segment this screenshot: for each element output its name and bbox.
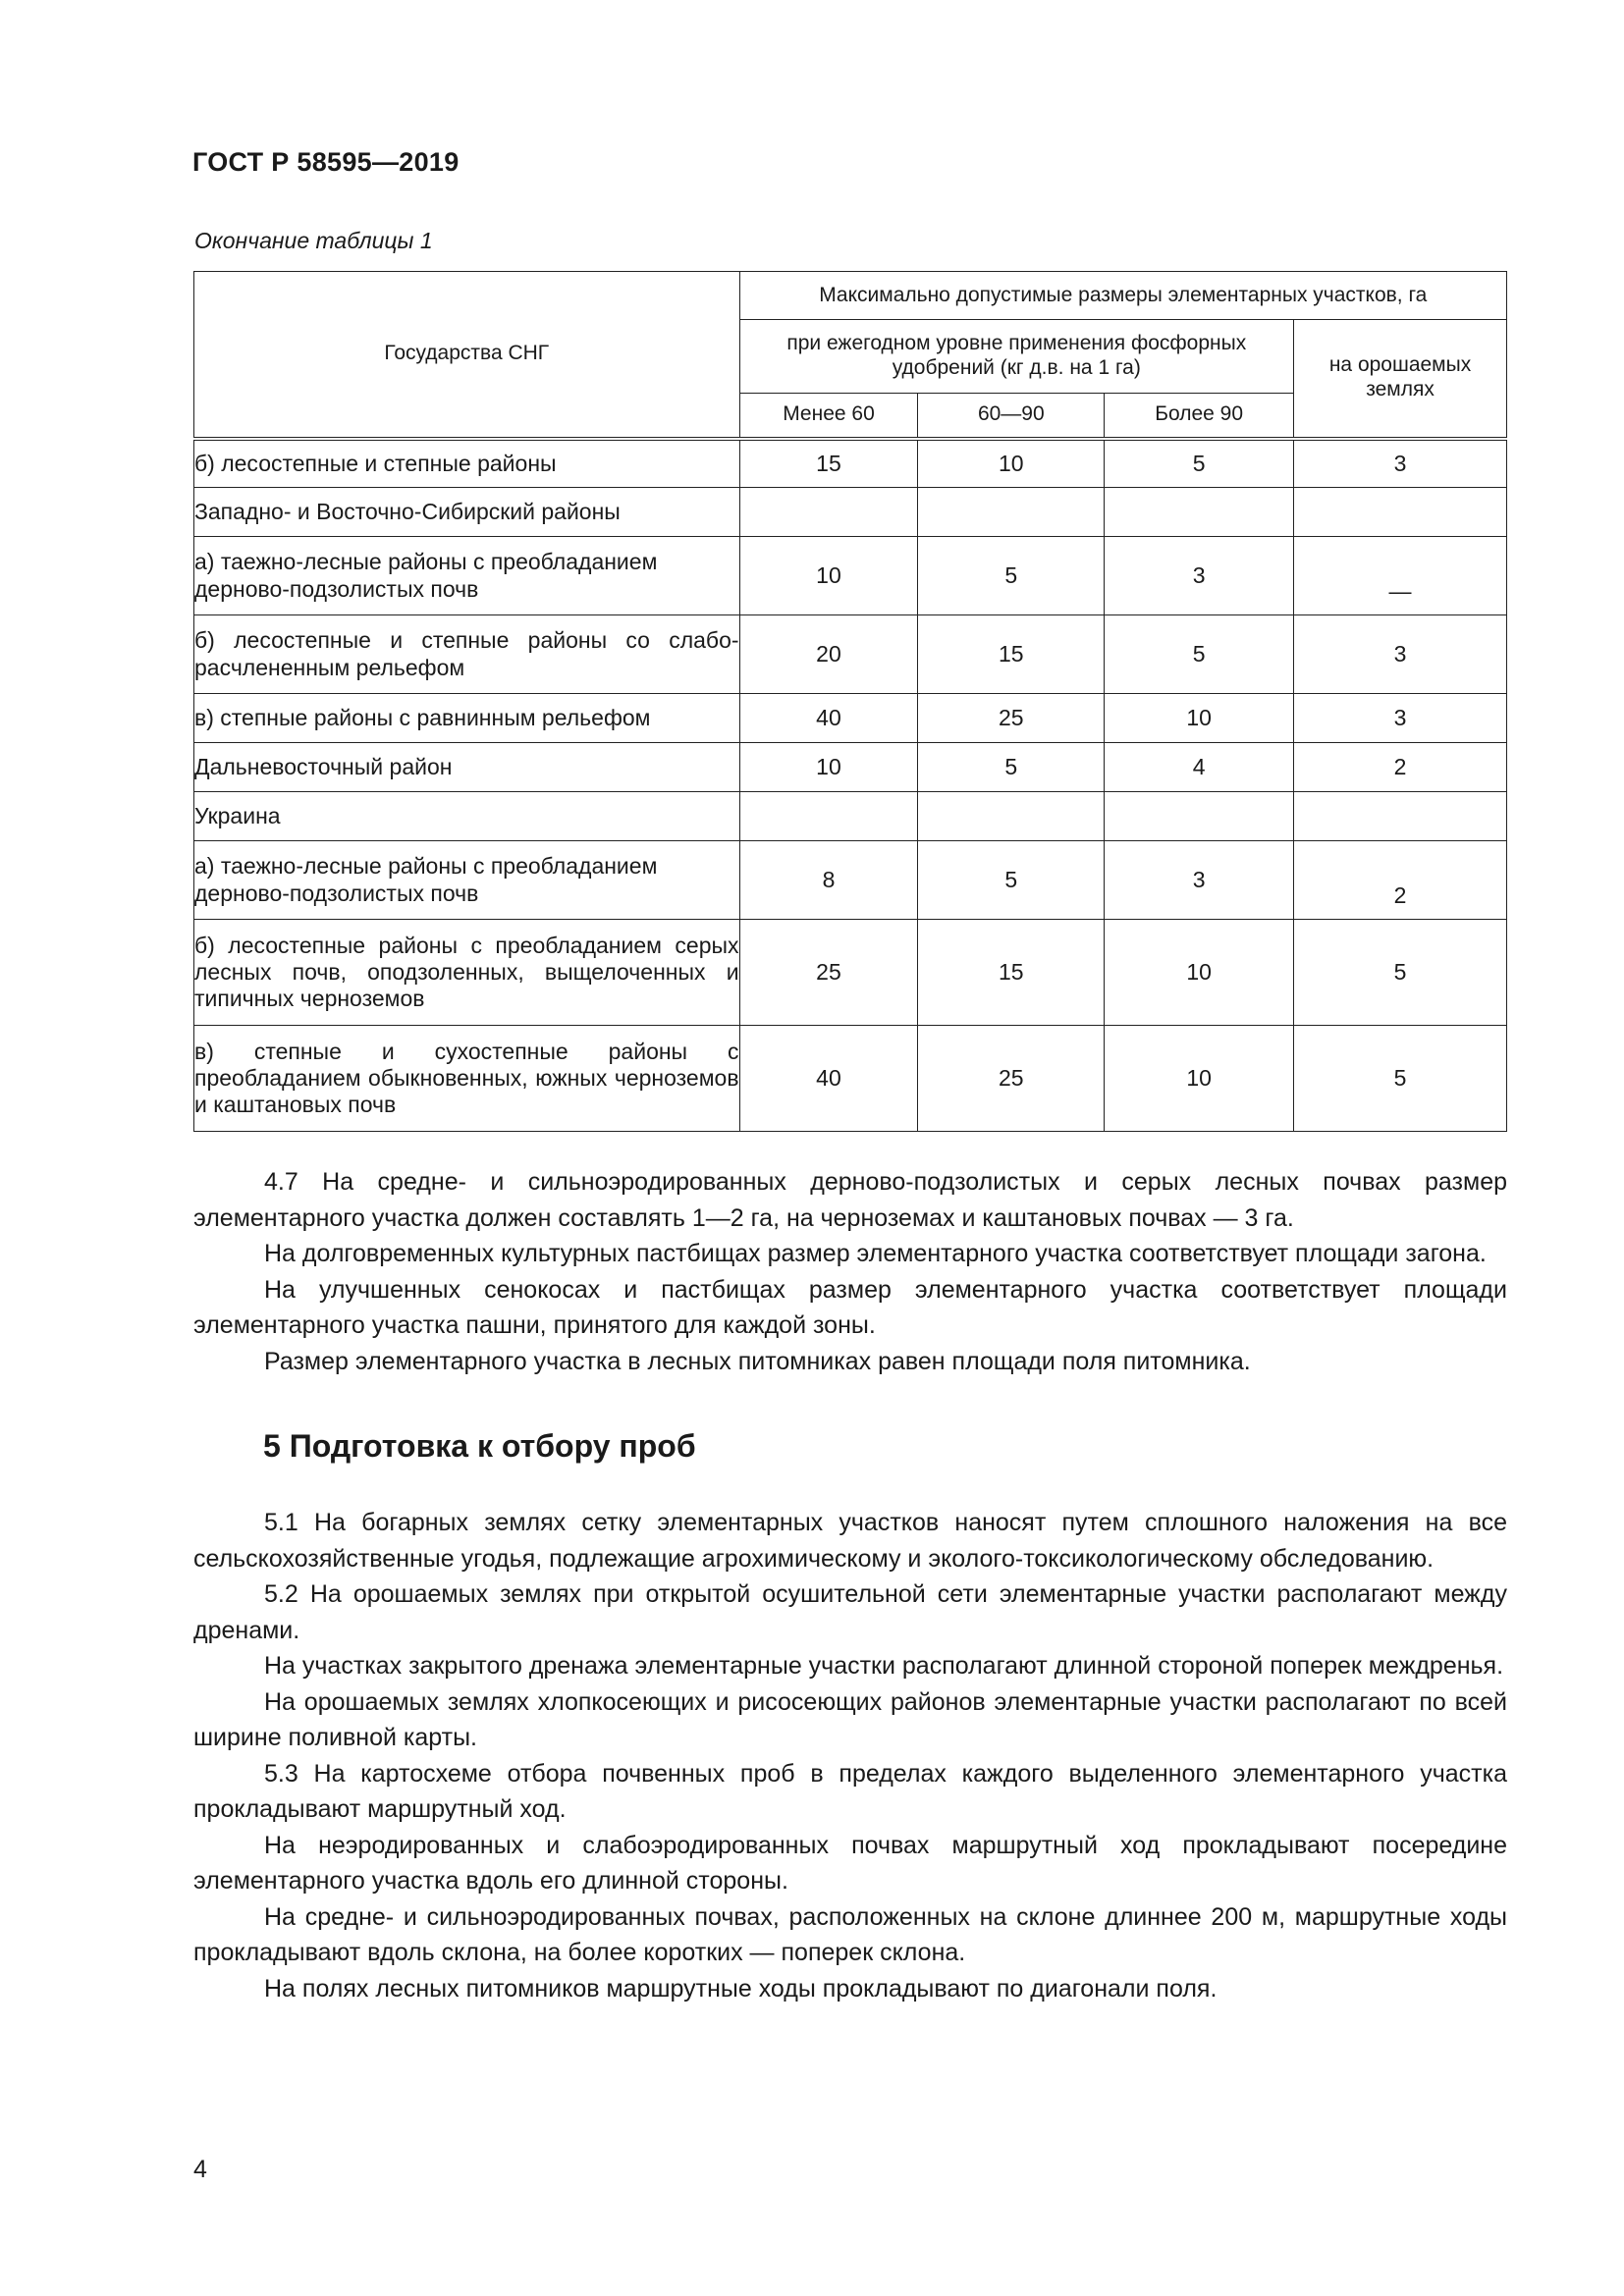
paragraph: 5.2 На орошаемых землях при открытой осушительной сети элементарные участки располагают между дренами. — [193, 1580, 1507, 1644]
header-col-more-90: Более 90 — [1105, 394, 1294, 439]
value-cell — [1294, 488, 1507, 537]
header-max-sizes: Максимально допустимые размеры элементарных участков, га — [739, 272, 1506, 320]
value-cell: 10 — [1105, 694, 1294, 743]
value-cell: 25 — [918, 1026, 1105, 1132]
value-cell: 3 — [1294, 439, 1507, 488]
table-row — [194, 615, 1507, 694]
paragraph: Размер элементарного участка в лесных питомниках равен площади поля питомника. — [264, 1347, 1251, 1375]
region-cell: б) лесостепные районы с преобладанием серых лесных почв, оподзоленных, выщелоченных и типичных черноземов — [194, 920, 740, 1026]
value-cell: 10 — [1105, 920, 1294, 1026]
value-cell: 15 — [918, 615, 1105, 694]
table-caption: Окончание таблицы 1 — [194, 228, 433, 253]
value-cell: 25 — [918, 694, 1105, 743]
table-row — [194, 792, 1507, 841]
table-row — [194, 920, 1507, 1026]
table-header-row — [194, 272, 1507, 320]
table-row — [194, 743, 1507, 792]
value-cell: 4 — [1105, 743, 1294, 792]
paragraph-block-4-7 — [193, 1164, 1507, 1379]
value-cell — [1105, 488, 1294, 537]
value-cell: 3 — [1105, 537, 1294, 615]
value-cell: 25 — [739, 920, 918, 1026]
header-annual-level: при ежегодном уровне применения фосфорных удобрений (кг д.в. на 1 га) — [739, 320, 1294, 394]
region-cell: а) таежно-лесные районы с преобладанием дерново-подзолистых почв — [194, 841, 740, 920]
value-cell: 40 — [739, 694, 918, 743]
table-row — [194, 537, 1507, 615]
header-states: Государства СНГ — [194, 272, 740, 439]
value-cell: 5 — [918, 841, 1105, 920]
region-cell: в) степные и сухостепные районы с преобладанием обыкновенных, южных черноземов и каштановых почв — [194, 1026, 740, 1132]
paragraph: На неэродированных и слабоэродированных почвах маршрутный ход прокладывают посередине элементарного участка вдоль его длинной стороны. — [193, 1831, 1507, 1895]
region-cell: Украина — [194, 792, 740, 841]
value-cell: 15 — [918, 920, 1105, 1026]
header-col-60-90: 60—90 — [918, 394, 1105, 439]
paragraph: На полях лесных питомников маршрутные ходы прокладывают по диагонали поля. — [264, 1974, 1218, 2002]
region-cell: б) лесостепные и степные районы — [194, 439, 740, 488]
value-cell: — — [1294, 537, 1507, 615]
region-cell: в) степные районы с равнинным рельефом — [194, 694, 740, 743]
paragraph: 5.1 На богарных землях сетку элементарных участков наносят путем сплошного наложения на все сельскохозяйственные угодья, подлежащие агрохимическому и эколого-токсикологическому обследованию. — [193, 1509, 1507, 1573]
value-cell: 10 — [739, 537, 918, 615]
value-cell: 2 — [1294, 841, 1507, 920]
paragraph: 4.7 На средне- и сильноэродированных дерново-подзолистых и серых лесных почвах размер элементарного участка должен составлять 1—2 га, на черноземах и каштановых почвах — 3 га. — [193, 1168, 1507, 1232]
value-cell: 3 — [1294, 615, 1507, 694]
value-cell: 10 — [739, 743, 918, 792]
table-row — [194, 841, 1507, 920]
page-number: 4 — [193, 2156, 207, 2183]
section-heading: 5 Подготовка к отбору проб — [263, 1428, 696, 1464]
value-cell: 3 — [1105, 841, 1294, 920]
value-cell — [918, 488, 1105, 537]
value-cell: 5 — [1294, 920, 1507, 1026]
table-row — [194, 694, 1507, 743]
value-cell — [739, 792, 918, 841]
paragraph: На средне- и сильноэродированных почвах, расположенных на склоне длиннее 200 м, маршрутные ходы прокладывают вдоль склона, на более коротких — поперек склона. — [193, 1902, 1507, 1966]
region-cell: Дальневосточный район — [194, 743, 740, 792]
paragraph: На участках закрытого дренажа элементарные участки располагают длинной стороной поперек междренья. — [264, 1652, 1504, 1680]
value-cell — [1105, 792, 1294, 841]
region-cell: Западно- и Восточно-Сибирский районы — [194, 488, 740, 537]
paragraph: На улучшенных сенокосах и пастбищах размер элементарного участка соответствует площади элементарного участка пашни, принятого для каждой зоны. — [193, 1275, 1507, 1339]
value-cell: 5 — [1294, 1026, 1507, 1132]
paragraph: 5.3 На картосхеме отбора почвенных проб в пределах каждого выделенного элементарного участка прокладывают маршрутный ход. — [193, 1759, 1507, 1823]
value-cell: 2 — [1294, 743, 1507, 792]
table-row — [194, 488, 1507, 537]
value-cell: 5 — [918, 743, 1105, 792]
paragraph: На долговременных культурных пастбищах размер элементарного участка соответствует площади загона. — [264, 1240, 1487, 1267]
header-irrigated: на орошаемых землях — [1294, 320, 1507, 439]
value-cell: 10 — [1105, 1026, 1294, 1132]
value-cell: 5 — [1105, 439, 1294, 488]
table-row — [194, 439, 1507, 488]
header-col-less-60: Менее 60 — [739, 394, 918, 439]
region-cell: б) лесостепные и степные районы со слабо-расчлененным рельефом — [194, 615, 740, 694]
value-cell — [1294, 792, 1507, 841]
paragraph: На орошаемых землях хлопкосеющих и рисосеющих районов элементарные участки располагают по всей ширине поливной карты. — [193, 1687, 1507, 1751]
value-cell: 40 — [739, 1026, 918, 1132]
value-cell: 8 — [739, 841, 918, 920]
table-row — [194, 1026, 1507, 1132]
value-cell: 5 — [918, 537, 1105, 615]
paragraph-block-section-5 — [193, 1505, 1507, 2006]
value-cell — [918, 792, 1105, 841]
value-cell — [739, 488, 918, 537]
document-code: ГОСТ Р 58595—2019 — [192, 147, 460, 177]
value-cell: 15 — [739, 439, 918, 488]
value-cell: 20 — [739, 615, 918, 694]
value-cell: 3 — [1294, 694, 1507, 743]
value-cell: 10 — [918, 439, 1105, 488]
region-cell: а) таежно-лесные районы с преобладанием дерново-подзолистых почв — [194, 537, 740, 615]
value-cell: 5 — [1105, 615, 1294, 694]
soil-plot-size-table — [193, 271, 1507, 1132]
